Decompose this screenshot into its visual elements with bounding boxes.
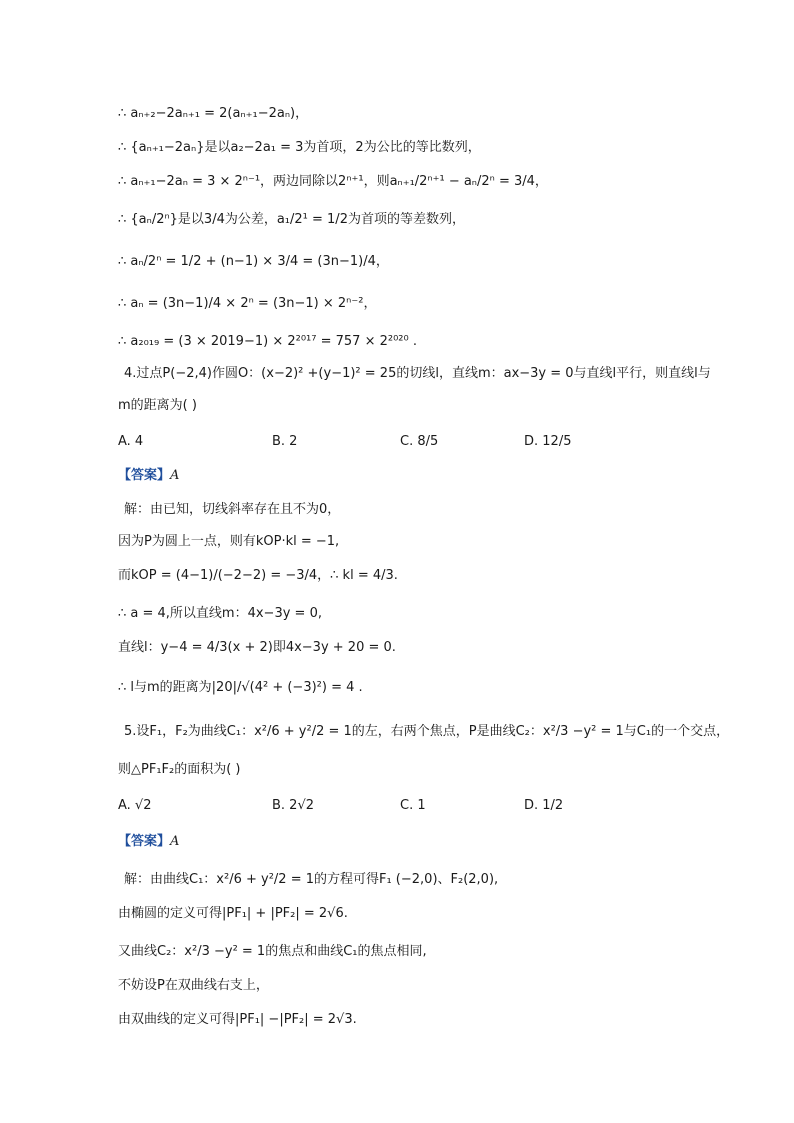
derivation-line: ∴ aₙ = (3n−1)/4 × 2ⁿ = (3n−1) × 2ⁿ⁻²， (118, 296, 377, 311)
question-5-text-cont: 则△PF₁F₂的面积为( ) (118, 762, 241, 777)
derivation-line: ∴ {aₙ/2ⁿ}是以3/4为公差，a₁/2¹ = 1/2为首项的等差数列， (118, 212, 465, 227)
q5-solution-line: 由椭圆的定义可得|PF₁| + |PF₂| = 2√6. (118, 906, 348, 921)
q5-option-a: A. √2 (118, 798, 152, 813)
answer-value: A (170, 468, 180, 483)
question-4-text: 4.过点P(−2,4)作圆O：(x−2)² +(y−1)² = 25的切线l，直线m：ax−3y = 0与直线l平行，则直线l与 (124, 366, 711, 381)
derivation-line: ∴ aₙ₊₁−2aₙ = 3 × 2ⁿ⁻¹，两边同除以2ⁿ⁺¹，则aₙ₊₁/2ⁿ⁺¹ − aₙ/2ⁿ = 3/4， (118, 174, 548, 189)
derivation-line: ∴ aₙ₊₂−2aₙ₊₁ = 2(aₙ₊₁−2aₙ)， (118, 106, 309, 121)
question-5-text: 5.设F₁，F₂为曲线C₁：x²/6 + y²/2 = 1的左，右两个焦点，P是曲线C₂：x²/3 −y² = 1与C₁的一个交点， (124, 724, 730, 739)
q4-solution-line: ∴ l与m的距离为|20|/√(4² + (−3)²) = 4 . (118, 680, 363, 695)
q4-option-a: A. 4 (118, 434, 144, 449)
derivation-line: ∴ aₙ/2ⁿ = 1/2 + (n−1) × 3/4 = (3n−1)/4， (118, 254, 389, 269)
derivation-line: ∴ a₂₀₁₉ = (3 × 2019−1) × 2²⁰¹⁷ = 757 × 2²⁰²⁰ . (118, 334, 417, 349)
q4-option-d: D. 12/5 (524, 434, 572, 449)
q5-solution-line: 解：由曲线C₁：x²/6 + y²/2 = 1的方程可得F₁ (−2,0)、F₂(2,0), (124, 872, 499, 887)
q4-option-b: B. 2 (272, 434, 298, 449)
q4-solution-line: 因为P为圆上一点，则有kOP·kl = −1, (118, 534, 340, 549)
answer-tag: 【答案】 (118, 468, 171, 483)
q4-answer (118, 468, 179, 484)
q5-solution-line: 又曲线C₂：x²/3 −y² = 1的焦点和曲线C₁的焦点相同, (118, 944, 427, 959)
q5-answer (118, 834, 179, 850)
q5-option-b: B. 2√2 (272, 798, 315, 813)
answer-value: A (170, 834, 180, 849)
q4-solution-line: 而kOP = (4−1)/(−2−2) = −3/4，∴ kl = 4/3. (118, 568, 398, 583)
q4-option-c: C. 8/5 (400, 434, 439, 449)
q4-solution-line: 解：由已知，切线斜率存在且不为0， (124, 502, 341, 517)
question-4-text-cont: m的距离为( ) (118, 398, 197, 413)
q4-solution-line: ∴ a = 4,所以直线m：4x−3y = 0, (118, 606, 322, 621)
q5-option-d: D. 1/2 (524, 798, 564, 813)
q4-solution-line: 直线l：y−4 = 4/3(x + 2)即4x−3y + 20 = 0. (118, 640, 396, 655)
q5-option-c: C. 1 (400, 798, 426, 813)
derivation-line: ∴ {aₙ₊₁−2aₙ}是以a₂−2a₁ = 3为首项，2为公比的等比数列， (118, 140, 481, 155)
q5-solution-line: 不妨设P在双曲线右支上， (118, 978, 269, 993)
q5-solution-line: 由双曲线的定义可得|PF₁| −|PF₂| = 2√3. (118, 1012, 357, 1027)
answer-tag: 【答案】 (118, 834, 171, 849)
